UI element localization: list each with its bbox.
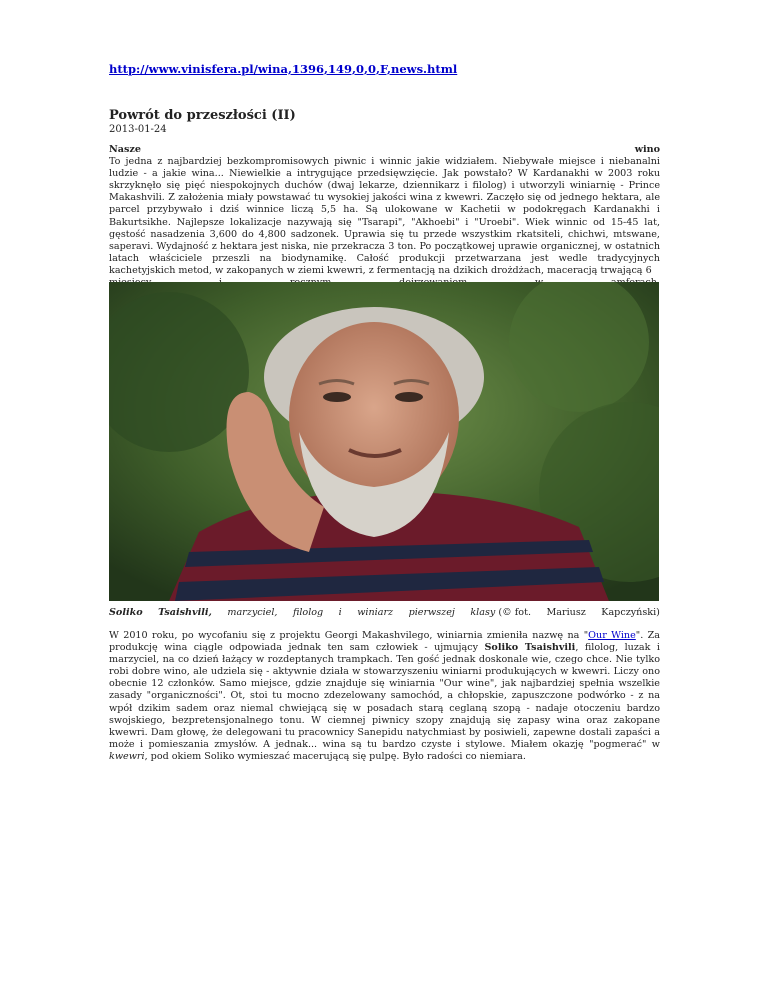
portrait-photo bbox=[109, 282, 659, 601]
caption-word: marzyciel, bbox=[227, 607, 278, 618]
portrait-photo-image bbox=[109, 282, 659, 601]
intro-text: To jedna z najbardziej bezkompromisowych piwnic i winnic jakie widziałem. Niebywałe miejsce i niebanalni ludzie - a jakie wina... Niewielkie a intrygujące przedsięwzięcie. Jak powstało? W Kardanakhi w 2003 roku skrzyknęło się pięć niespokojnych duchów (dwaj lekarze, dziennikarz i filolog) i utworzyli winiarnię - Prince Makashvili. Z założenia miały powstawać tu wysokiej jakości wina z kwewri. Zaczęło się od jednego hektara, ale parcel przybywało i dziś winnice liczą 5,5 ha. Są ulokowane w Kachetii w podokręgach Kardanakhi i Bakurtsikhe. Najlepsze lokalizacje nazywają się "Tsarapi", "Akhoebi" i "Uroebi". Wiek winnic od 15-45 lat, gęstość nasadzenia 3,600 do 4,800 sadzonek. Uprawia się tu przede wszystkim rkatsiteli, chichwi, mtswane, saperavi. Wydajność z hektara jest niska, nie przekracza 3 ton. Po początkowej uprawie organicznej, w ostatnich latach właściciele przeszli na biodynamikę. Całość produkcji przetwarzana jest wedle tradycyjnych kachetyjskich metod, w zakopanych w ziemi kwewri, z fermentacją na dzikich drożdżach, maceracją trwającą 6 bbox=[109, 156, 660, 276]
intro-left-word: Nasze bbox=[109, 144, 141, 155]
caption-credit-first: Mariusz bbox=[546, 607, 586, 618]
intro-paragraph bbox=[109, 144, 660, 289]
caption-word: pierwszej bbox=[408, 607, 455, 618]
source-link[interactable]: http://www.vinisfera.pl/wina,1396,149,0,0,F,news.html bbox=[109, 62, 458, 76]
caption-credit-open: (© fot. bbox=[498, 607, 531, 618]
body-italic-word: kwewri bbox=[109, 750, 145, 762]
our-wine-link[interactable]: Our Wine bbox=[588, 630, 636, 641]
caption-first-name: Soliko bbox=[109, 607, 143, 618]
article-title: Powrót do przeszłości (II) bbox=[109, 108, 296, 123]
caption-word: filolog bbox=[292, 607, 324, 618]
body-bold-name: Soliko Tsaishvili bbox=[484, 642, 576, 654]
caption-word: klasy bbox=[470, 607, 496, 618]
body-text: , pod okiem Soliko wymieszać macerującą się pulpę. Było radości co niemiara. bbox=[144, 750, 526, 762]
article-date: 2013-01-24 bbox=[109, 124, 167, 135]
body-text: ". Za produkcję wina ciągle odpowiada jednak ten sam człowiek - ujmujący bbox=[109, 630, 661, 654]
caption-word-group bbox=[470, 607, 531, 618]
caption-word: winiarz bbox=[357, 607, 394, 618]
photo-caption bbox=[109, 607, 660, 618]
intro-heading-line bbox=[109, 144, 660, 156]
body-text: W 2010 roku, po wycofaniu się z projektu Georgi Makashvilego, winiarnia zmieniła nazwę na " bbox=[109, 630, 589, 641]
body-text: , filolog, luzak i marzyciel, na co dzień łażący w rozdeptanych trampkach. Ten gość jednak doskonale wie, czego chce. Nie tylko robi dobre wino, ale udziela się - aktywnie działa w stowarzyszeniu winiarni produkujących w kwewri. Liczy ono obecnie 12 członków. Samo miejsce, gdzie znajduje się winiarnia "Our wine", jak najbardziej spełnia wszelkie zasady "organiczności". Ot, stoi tu mocno zdezelowany samochód, a chłopskie, zapuszczone podwórko - z na wpół dzikim sadem oraz niemal chwiejącą się w posadach starą ceglaną szopą - nadaje otoczeniu bardzo swojskiego, bezpretensjonalnego tonu. W ciemnej piwnicy szopy znajdują się zapasy wina oraz zakopane kwewri. Dam głowę, że delegowani tu pracownicy Sanepidu natychmiast by posiwieli, zapewne dostali zapaści a może i pomieszania zmysłów. A jednak... wina są tu bardzo czyste i stylowe. Miałem okazję "pogmerać" w bbox=[109, 642, 660, 750]
caption-credit-last: Kapczyński) bbox=[601, 607, 660, 618]
caption-word: i bbox=[338, 607, 342, 618]
intro-right-word: wino bbox=[634, 144, 660, 155]
body-paragraph bbox=[109, 630, 660, 763]
caption-last-name: Tsaishvili, bbox=[158, 607, 212, 618]
